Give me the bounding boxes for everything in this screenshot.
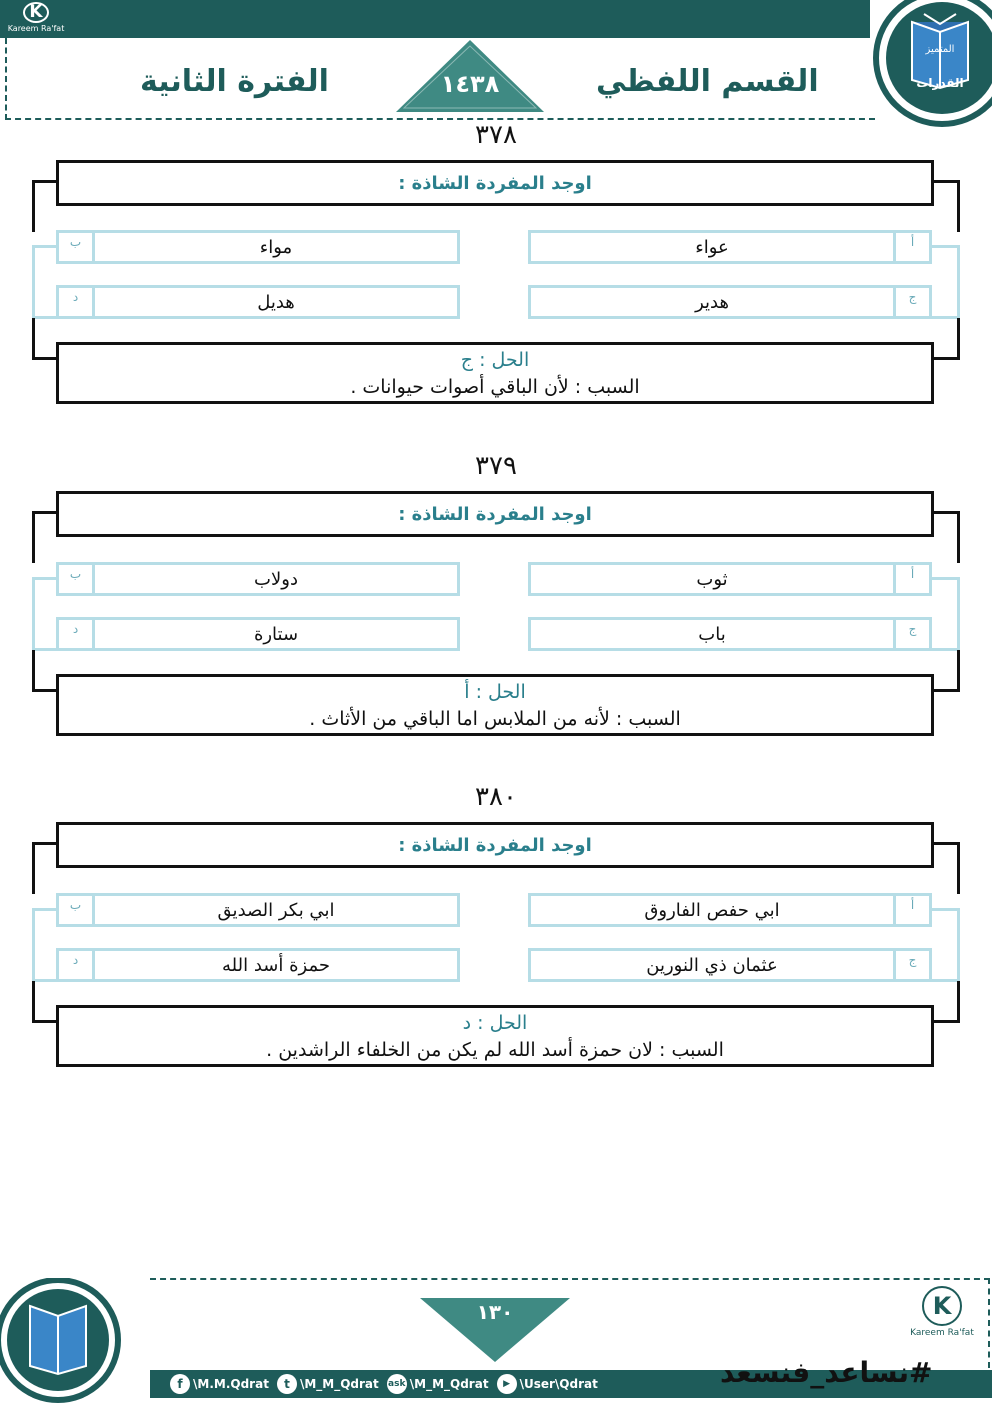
option-letter: ج	[893, 951, 929, 979]
option-b[interactable]	[56, 562, 460, 596]
question-prompt: اوجد المفردة الشاذة :	[398, 834, 592, 856]
question-number: ٣٨٠	[475, 782, 517, 812]
question-number: ٣٧٨	[475, 120, 517, 150]
option-letter: ب	[59, 233, 95, 261]
section-title: القسم اللفظي	[596, 64, 819, 99]
social-links	[170, 1374, 598, 1394]
solution-label: الحل : ج	[460, 349, 530, 371]
option-text: هديل	[257, 291, 295, 313]
footer-frame	[150, 1278, 990, 1368]
hashtag: #نساعد_فنسعد	[720, 1356, 933, 1389]
qudrat-book-logo-icon	[860, 0, 992, 128]
option-d[interactable]	[56, 617, 460, 651]
option-text: ابي حفص الفاروق	[644, 899, 780, 921]
option-letter: ج	[893, 288, 929, 316]
option-a[interactable]	[528, 893, 932, 927]
option-b[interactable]	[56, 230, 460, 264]
question-prompt-box	[56, 822, 934, 868]
option-letter: د	[59, 951, 95, 979]
option-c[interactable]	[528, 617, 932, 651]
facebook-icon: f	[170, 1374, 190, 1394]
option-letter: ج	[893, 620, 929, 648]
brand-name: Kareem Ra'fat	[7, 24, 65, 33]
question-number: ٣٧٩	[475, 451, 517, 481]
social-twitter[interactable]	[277, 1374, 379, 1394]
year-label: ١٤٣٨	[440, 70, 500, 98]
social-youtube[interactable]	[497, 1374, 598, 1394]
youtube-icon: ▶	[497, 1374, 517, 1394]
option-text: مواء	[259, 236, 293, 258]
option-text: حمزة أسد الله	[222, 954, 330, 976]
page-header	[0, 0, 992, 125]
option-c[interactable]	[528, 948, 932, 982]
question-prompt: اوجد المفردة الشاذة :	[398, 503, 592, 525]
footer-brand-logo	[902, 1286, 982, 1338]
option-letter: أ	[893, 565, 929, 593]
option-letter: د	[59, 620, 95, 648]
option-c[interactable]	[528, 285, 932, 319]
option-text: عثمان ذي النورين	[646, 954, 778, 976]
solution-box	[56, 342, 934, 404]
period-title: الفترة الثانية	[140, 64, 329, 99]
option-text: ثوب	[696, 568, 728, 590]
social-facebook[interactable]	[170, 1374, 269, 1394]
solution-reason: السبب : لأن الباقي أصوات حيوانات .	[350, 376, 640, 398]
option-d[interactable]	[56, 285, 460, 319]
logo-text: القدرات	[916, 76, 964, 90]
askfm-icon: ask	[387, 1374, 407, 1394]
solution-label: الحل : د	[462, 1012, 528, 1034]
footer-brand-name: Kareem Ra'fat	[910, 1328, 974, 1338]
social-handle: \M_M_Qdrat	[409, 1377, 489, 1391]
page-footer	[0, 1278, 992, 1403]
question-prompt: اوجد المفردة الشاذة :	[398, 172, 592, 194]
option-text: دولاب	[254, 568, 298, 590]
option-letter: ب	[59, 896, 95, 924]
solution-label: الحل : أ	[464, 681, 526, 703]
option-letter: د	[59, 288, 95, 316]
option-text: باب	[698, 623, 726, 645]
k-logo-icon: K	[23, 2, 49, 23]
solution-reason: السبب : لان حمزة أسد الله لم يكن من الخلفاء الراشدين .	[266, 1039, 724, 1061]
solution-box	[56, 674, 934, 736]
option-b[interactable]	[56, 893, 460, 927]
logo-subtext: المتميز	[925, 44, 955, 55]
solution-box	[56, 1005, 934, 1067]
social-handle: \User\Qdrat	[519, 1377, 598, 1391]
k-logo-icon: K	[922, 1286, 962, 1326]
twitter-icon: t	[277, 1374, 297, 1394]
option-letter: أ	[893, 896, 929, 924]
option-a[interactable]	[528, 562, 932, 596]
question-prompt-box	[56, 160, 934, 206]
option-text: ستارة	[253, 623, 299, 645]
option-text: عواء	[695, 236, 729, 258]
option-text: هدير	[695, 291, 729, 313]
option-text: ابي بكر الصديق	[217, 899, 335, 921]
social-askfm[interactable]	[387, 1374, 489, 1394]
option-letter: ب	[59, 565, 95, 593]
qudrat-book-logo-icon	[0, 1278, 138, 1403]
option-d[interactable]	[56, 948, 460, 982]
option-a[interactable]	[528, 230, 932, 264]
solution-reason: السبب : لأنه من الملابس اما الباقي من الأثاث .	[309, 708, 681, 730]
option-letter: أ	[893, 233, 929, 261]
brand-logo	[7, 2, 65, 33]
question-prompt-box	[56, 491, 934, 537]
header-band	[0, 0, 870, 38]
social-handle: \M.M.Qdrat	[193, 1377, 269, 1391]
social-handle: \M_M_Qdrat	[299, 1377, 379, 1391]
page-number: ١٣٠	[476, 1300, 514, 1324]
